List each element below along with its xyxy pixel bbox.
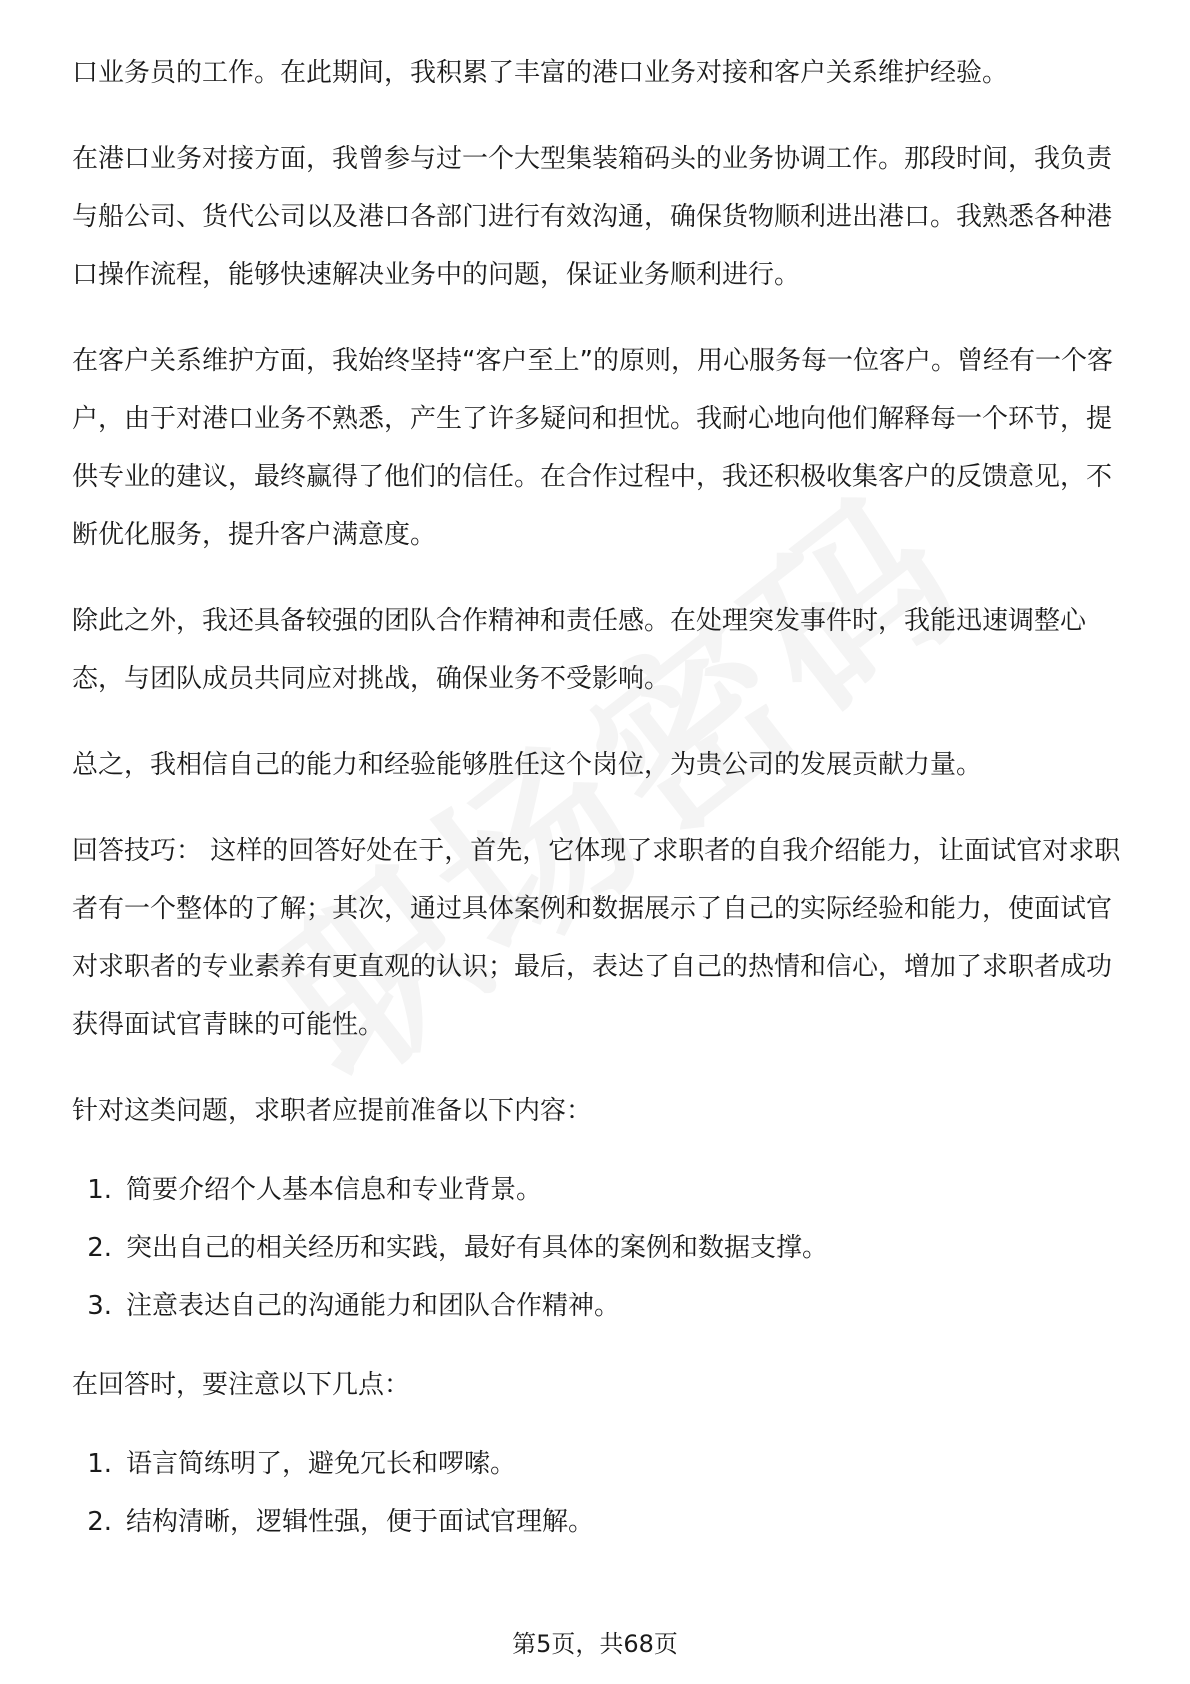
- list-item: [72, 1442, 1122, 1486]
- paragraph-conclusion: 总之，我相信自己的能力和经验能够胜任这个岗位，为贵公司的发展贡献力量。: [72, 750, 983, 780]
- paragraph-answer-tips: 回答技巧： 这样的回答好处在于，首先，它体现了求职者的自我介绍能力，让面试官对求职者有一个整体的了解；其次，通过具体案例和数据展示了自己的实际经验和能力，使面试官对求职者的专业素养有更直观的认识；最后，表达了自己的热情和信心，增加了求职者成功获得面试官青睐的可能性。: [72, 836, 1121, 1040]
- list-item: [72, 1168, 1122, 1212]
- list-item-text: 注意表达自己的沟通能力和团队合作精神。: [126, 1291, 621, 1321]
- list-number: 1.: [87, 1449, 112, 1479]
- list-item-text: 突出自己的相关经历和实践，最好有具体的案例和数据支撑。: [126, 1233, 829, 1263]
- list-item-text: 结构清晰，逻辑性强，便于面试官理解。: [126, 1507, 595, 1537]
- paragraph-answer-notes-heading: 在回答时，要注意以下几点：: [72, 1370, 411, 1400]
- page-number-footer: 第5页，共68页: [512, 1630, 678, 1658]
- list-number: 2.: [87, 1507, 112, 1537]
- paragraph-port-business: 在港口业务对接方面，我曾参与过一个大型集装箱码头的业务协调工作。那段时间，我负责与船公司、货代公司以及港口各部门进行有效沟通，确保货物顺利进出港口。我熟悉各种港口操作流程，能够快速解决业务中的问题，保证业务顺利进行。: [72, 144, 1113, 290]
- list-item-text: 语言简练明了，避免冗长和啰嗦。: [126, 1449, 517, 1479]
- paragraph-preparation-heading: 针对这类问题，求职者应提前准备以下内容：: [72, 1096, 593, 1126]
- list-number: 3.: [87, 1291, 112, 1321]
- paragraph-teamwork: 除此之外，我还具备较强的团队合作精神和责任感。在处理突发事件时，我能迅速调整心态，与团队成员共同应对挑战，确保业务不受影响。: [72, 606, 1087, 694]
- paragraph-intro: 口业务员的工作。在此期间，我积累了丰富的港口业务对接和客户关系维护经验。: [72, 58, 1009, 88]
- list-item: [72, 1284, 1122, 1328]
- document-body: [72, 44, 1122, 1572]
- paragraph-customer-relations: 在客户关系维护方面，我始终坚持“客户至上”的原则，用心服务每一位客户。曾经有一个客户，由于对港口业务不熟悉，产生了许多疑问和担忧。我耐心地向他们解释每一个环节，提供专业的建议，最终赢得了他们的信任。在合作过程中，我还积极收集客户的反馈意见，不断优化服务，提升客户满意度。: [72, 346, 1113, 550]
- list-number: 1.: [87, 1175, 112, 1205]
- preparation-list: [72, 1168, 1122, 1328]
- list-item-text: 简要介绍个人基本信息和专业背景。: [126, 1175, 543, 1205]
- answer-notes-list: [72, 1442, 1122, 1544]
- list-item: [72, 1500, 1122, 1544]
- list-item: [72, 1226, 1122, 1270]
- list-number: 2.: [87, 1233, 112, 1263]
